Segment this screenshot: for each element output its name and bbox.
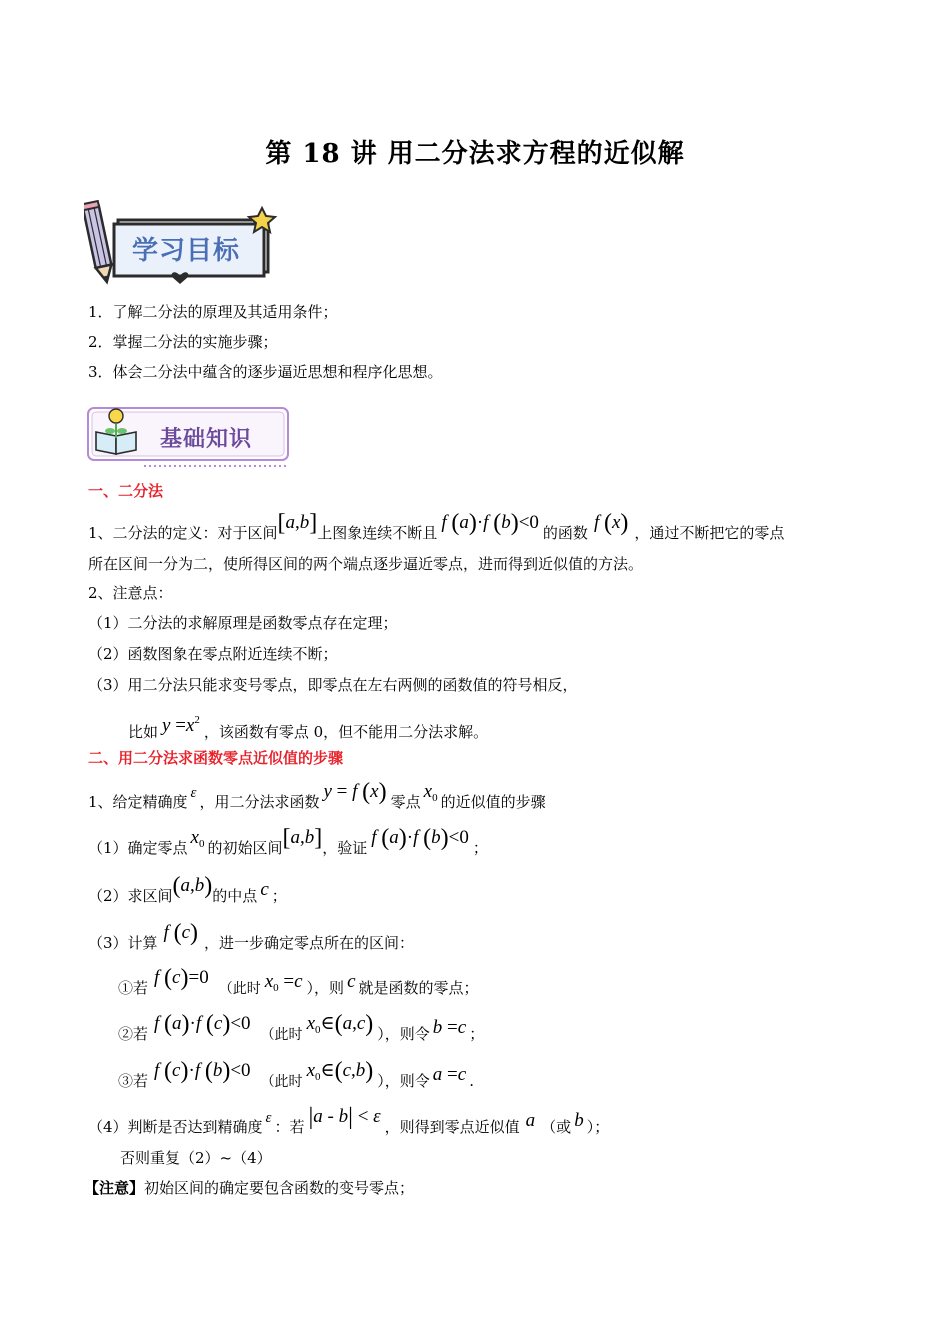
text: （3）计算 [88, 934, 158, 952]
math-x0-in-cb: $x_0\in(c,b)$ [306, 1058, 374, 1084]
math-y-x2: $y =x^2$ [162, 714, 200, 736]
text: 的函数 [542, 524, 588, 542]
text: ），则令 [377, 1072, 430, 1090]
text: . [469, 1072, 474, 1090]
caution-note [84, 1178, 414, 1198]
math-y-fx: y = f (x) [323, 779, 387, 805]
text: ），则令 [377, 1025, 430, 1043]
text: ）； [586, 1118, 610, 1136]
basics-badge-label: 基础知识 [160, 427, 253, 452]
page-title: 第 18 讲 用二分法求方程的近似解 [265, 139, 685, 169]
math-fc-fb: f (c)·f (b)<0 [154, 1058, 251, 1084]
text: （此时 [260, 1074, 303, 1090]
repeat-note: 否则重复（2）~（4） [120, 1149, 272, 1167]
math-abs-ab-lt-eps: |a - b| < ε [308, 1104, 381, 1130]
text: （1）确定零点 [88, 839, 188, 857]
math-c: c [260, 879, 269, 900]
case-2 [118, 1011, 485, 1050]
text: （或 [541, 1118, 572, 1136]
text: ：若 [274, 1118, 305, 1136]
step-3 [88, 920, 415, 953]
text: ，验证 [322, 839, 368, 857]
goal-item: 1．了解二分法的原理及其适用条件； [88, 303, 338, 321]
math-fx: f (x) [593, 510, 629, 536]
math-fc-zero: f (c)=0 [154, 965, 209, 991]
math-b-eq-c: b =c [432, 1017, 467, 1038]
math-a: a [525, 1110, 536, 1131]
text: ； [271, 887, 287, 905]
text: ； [472, 839, 488, 857]
math-fa-fc: f (a)·f (c)<0 [154, 1011, 251, 1037]
text: （此时 [260, 1027, 303, 1043]
step-1 [88, 825, 488, 864]
math-x0: $x_0$ [190, 827, 205, 850]
case-3 [118, 1058, 474, 1097]
goal-item: 3．体会二分法中蕴含的逐步逼近思想和程序化思想。 [88, 363, 443, 381]
math-open-interval-ab: (a,b) [172, 873, 213, 899]
goals-badge [84, 200, 284, 288]
text: 零点 [390, 793, 421, 811]
caution-label: 【注意】 [84, 1179, 145, 1197]
math-x0-in-ac: $x_0\in(a,c)$ [306, 1011, 374, 1037]
text: 初始区间的确定要包含函数的变号零点； [144, 1179, 415, 1197]
text: 1、二分法的定义：对于区间 [88, 524, 278, 542]
goal-item: 2．掌握二分法的实施步骤； [88, 333, 278, 351]
step-intro [88, 779, 546, 818]
text: 的中点 [212, 887, 258, 905]
math-fa-fb: f (a)·f (b)<0 [371, 825, 469, 851]
text: ②若 [118, 1025, 149, 1043]
text: 1、给定精确度 [88, 793, 188, 811]
text: ，通过不断把它的零点 [634, 524, 785, 542]
case-1 [118, 965, 479, 1004]
text: ），则 [306, 979, 345, 997]
section-heading: 二、用二分法求函数零点近似值的步骤 [88, 749, 344, 767]
text: ③若 [118, 1072, 149, 1090]
text: （4）判断是否达到精确度 [88, 1118, 263, 1136]
text: 的近似值的步骤 [440, 793, 546, 811]
text: ； [469, 1025, 485, 1043]
section-heading: 一、二分法 [88, 482, 164, 500]
math-x0-eq-c: $x_0 =c$ [264, 971, 303, 994]
math-x0: $x_0$ [423, 781, 438, 804]
math-interval-ab: [a,b] [282, 825, 323, 851]
note-item: （1）二分法的求解原理是函数零点存在定理； [88, 614, 398, 632]
step-2 [88, 873, 287, 906]
text: 就是函数的零点； [358, 979, 479, 997]
text: ，进一步确定零点所在的区间： [204, 934, 415, 952]
note-item: （2）函数图象在零点附近连续不断； [88, 645, 338, 663]
math-epsilon: ε [265, 1110, 272, 1126]
text: 比如 [128, 723, 159, 741]
text: （此时 [218, 981, 261, 997]
text: ①若 [118, 979, 149, 997]
math-fa-fb: f (a)·f (b)<0 [441, 510, 539, 536]
text: （2）求区间 [88, 887, 173, 905]
math-a-eq-c: a =c [432, 1064, 467, 1085]
text: ，用二分法求函数 [199, 793, 320, 811]
definition-line: 所在区间一分为二，使所得区间的两个端点逐步逼近零点，进而得到近似值的方法。 [88, 555, 644, 573]
math-b: b [574, 1110, 584, 1131]
note-item: （3）用二分法只能求变号零点，即零点在左右两侧的函数值的符号相反， [88, 676, 578, 694]
note-example [128, 716, 488, 742]
notes-title: 2、注意点： [88, 584, 173, 602]
text: 上图象连续不断且 [317, 524, 438, 542]
text: ，则得到零点近似值 [384, 1118, 520, 1136]
math-c: c [347, 971, 356, 992]
math-epsilon: ε [190, 785, 197, 801]
text: ，该函数有零点 0，但不能用二分法求解。 [203, 723, 489, 741]
math-fc: f (c) [163, 920, 199, 946]
math-interval-ab: [a,b] [277, 510, 318, 536]
text: 的初始区间 [207, 839, 283, 857]
step-4 [88, 1104, 610, 1138]
definition-line [88, 510, 785, 543]
goals-badge-label: 学习目标 [132, 236, 241, 266]
basics-badge [86, 404, 296, 470]
